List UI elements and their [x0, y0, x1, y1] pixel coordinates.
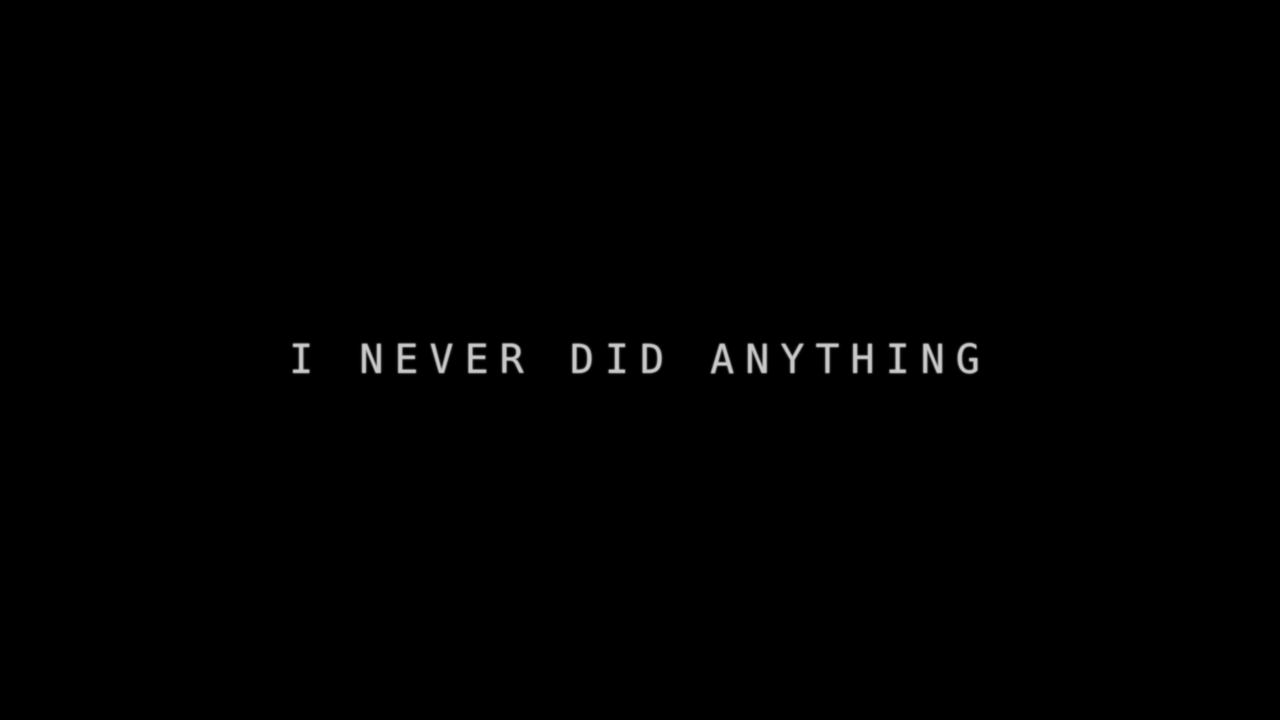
title-caption: I NEVER DID ANYTHING: [289, 337, 991, 383]
